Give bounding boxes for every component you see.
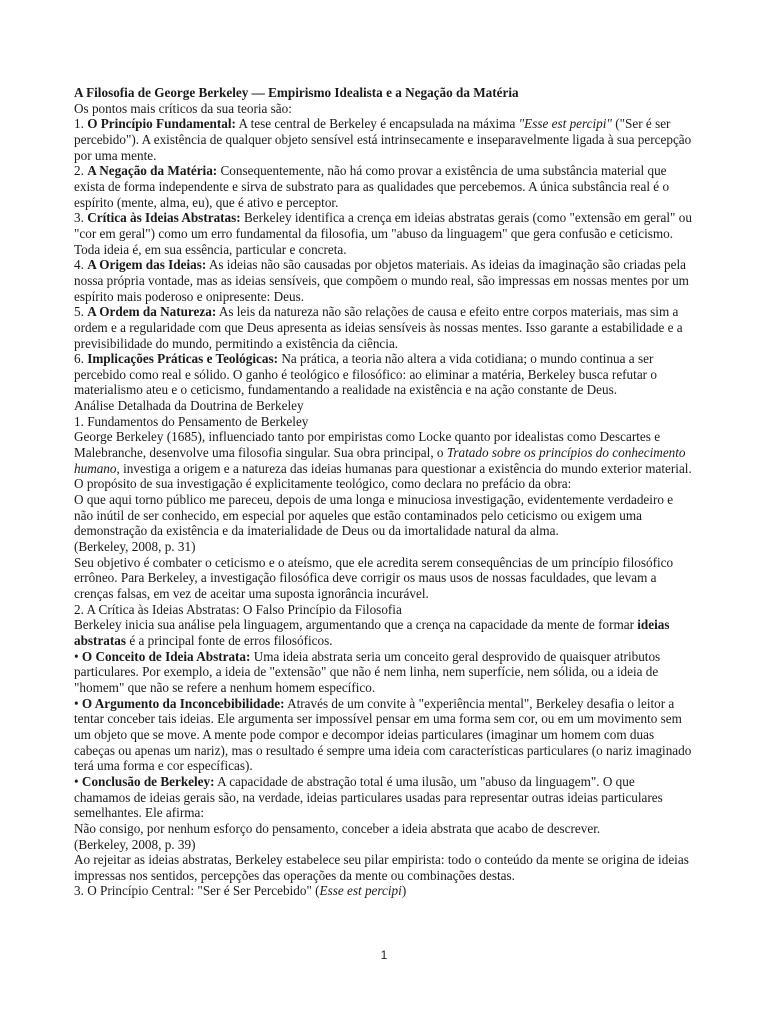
page-number: 1: [380, 948, 388, 962]
paragraph: Berkeley inicia sua análise pela linguagem, argumentando que a crença na capacidade da mente de formar ideias abstratas é a principal fonte de erros filosóficos.: [74, 617, 670, 648]
point-heading: Crítica às Ideias Abstratas:: [87, 210, 241, 226]
citation: (Berkeley, 2008, p. 39): [74, 836, 196, 852]
quote: Não consigo, por nenhum esforço do pensamento, conceber a ideia abstrata que acabo de descrever.: [74, 820, 601, 836]
citation: (Berkeley, 2008, p. 31): [74, 539, 196, 555]
section-heading: 3. O Princípio Central: "Ser é Ser Percebido" (Esse est percipi): [74, 883, 407, 899]
point-heading: A Origem das Ideias:: [87, 257, 207, 273]
point-heading: Implicações Práticas e Teológicas:: [87, 351, 279, 367]
point-item: 1. O Princípio Fundamental: A tese central de Berkeley é encapsulada na máxima "Esse est percipi" ("Ser é ser percebido"). A existência de qualquer objeto sensível está intrinsecamente e inseparavelmente ligada à sua percepção por uma mente.: [74, 116, 692, 163]
quote: O que aqui torno público me pareceu, depois de uma longa e minuciosa investigação, evidentemente verdadeiro e não inútil de ser conhecido, em especial por aqueles que estão contaminados pelo ceticismo ou exigem uma demonstração da existência e da imaterialidade de Deus ou da imortalidade natural da alma.: [74, 492, 674, 539]
point-heading: A Negação da Matéria:: [87, 163, 218, 179]
bullet-item: • O Conceito de Ideia Abstrata: Uma ideia abstrata seria um conceito geral desprovido de quaisquer atributos particulares. Por exemplo, a ideia de "extensão" que não é nem linha, nem superfície, nem sólida, ou a ideia de "homem" que não se refere a nenhum homem específico.: [74, 648, 661, 695]
point-item: 6. Implicações Práticas e Teológicas: Na prática, a teoria não altera a vida cotidiana; o mundo continua a ser percebido como real e sólido. O ganho é teológico e filosófico: ao eliminar a matéria, Berkeley busca refutar o materialismo ateu e o ceticismo, fundamentando a realidade na existência e na ação constante de Deus.: [74, 351, 657, 398]
bullet-mark: •: [74, 648, 82, 664]
point-item: 3. Crítica às Ideias Abstratas: Berkeley identifica a crença em ideias abstratas gerais (como "extensão em geral" ou "cor em geral") como um erro fundamental da filosofia, um "abuso da linguagem" que gera confusão e ceticismo. Toda ideia é, em sua essência, particular e concreta.: [74, 210, 692, 257]
point-item: 4. A Origem das Ideias: As ideias não são causadas por objetos materiais. As ideias da imaginação são criadas pela nossa própria vontade, mas as ideias sensíveis, que compõem o mundo real, são impressas em nossas mentes por um espírito mais poderoso e onipresente: Deus.: [74, 257, 689, 304]
point-heading: O Princípio Fundamental:: [87, 116, 236, 132]
point-heading: A Ordem da Natureza:: [87, 304, 217, 320]
paragraph: O propósito de sua investigação é explicitamente teológico, como declara no prefácio da obra:: [74, 476, 572, 492]
bullet-heading: O Conceito de Ideia Abstrata:: [81, 648, 251, 664]
section-heading: 1. Fundamentos do Pensamento de Berkeley: [74, 413, 309, 429]
analysis-heading: Análise Detalhada da Doutrina de Berkeley: [74, 398, 304, 414]
paragraph: Ao rejeitar as ideias abstratas, Berkeley estabelece seu pilar empirista: todo o conteúdo da mente se origina de ideias impressas nos sentidos, percepções das operações da mente ou combinações destas.: [74, 852, 689, 883]
paragraph: Seu objetivo é combater o ceticismo e o ateísmo, que ele acredita serem consequências de um princípio filosófico errôneo. Para Berkeley, a investigação filosófica deve corrigir os maus usos de nossas faculdades, que levam a crenças falsas, em vez de aceitar uma suposta ignorância incurável.: [74, 554, 674, 601]
bullet-item: • Conclusão de Berkeley: A capacidade de abstração total é uma ilusão, um "abuso da linguagem". O que chamamos de ideias gerais são, na verdade, ideias particulares usadas para representar outras ideias particulares semelhantes. Ele afirma:: [74, 773, 663, 821]
bullet-item: • O Argumento da Inconcebibilidade: Através de um convite à "experiência mental", Berkeley desafia o leitor a tentar conceber tais ideias. Ele argumenta ser impossível pensar em uma forma sem cor, ou em um movimento sem um objeto que se move. A mente pode compor e decompor ideias particulares (imaginar um homem com duas cabeças ou apenas um nariz), mas o resultado é sempre uma ideia com características particulares (o nariz imaginado terá uma forma e cor específicas).: [74, 695, 692, 774]
document-title: A Filosofia de George Berkeley — Empirismo Idealista e a Negação da Matéria: [74, 85, 519, 100]
point-item: 2. A Negação da Matéria: Consequentemente, não há como provar a existência de uma substância material que exista de forma independente e sirva de substrato para as qualidades que percebemos. A única substância real é o espírito (mente, alma, eu), que é ativo e perceptor.: [74, 163, 670, 210]
document-body: [74, 85, 694, 899]
book-title: Tratado sobre os princípios do conhecimento humano: [74, 445, 686, 476]
intro-line: Os pontos mais críticos da sua teoria são:: [74, 100, 292, 116]
bullet-heading: Conclusão de Berkeley:: [81, 773, 215, 789]
point-item: 5. A Ordem da Natureza: As leis da natureza não são relações de causa e efeito entre corpos materiais, mas sim a ordem e a regularidade com que Deus apresenta as ideias sensíveis às nossas mentes. Isso garante a estabilidade e a previsibilidade do mundo, permitindo a existência da ciência.: [74, 304, 683, 351]
bullet-mark: •: [74, 695, 82, 711]
section-heading: 2. A Crítica às Ideias Abstratas: O Falso Princípio da Filosofia: [74, 601, 402, 617]
bullet-mark: •: [74, 773, 82, 789]
bullet-heading: O Argumento da Inconcebibilidade:: [81, 695, 285, 711]
paragraph: George Berkeley (1685), influenciado tanto por empiristas como Locke quanto por idealistas como Descartes e Malebranche, desenvolve uma filosofia singular. Sua obra principal, o Tratado sobre os princípios do conhecimento humano, investiga a origem e a natureza das ideias humanas para questionar a existência do mundo exterior material.: [74, 429, 692, 476]
